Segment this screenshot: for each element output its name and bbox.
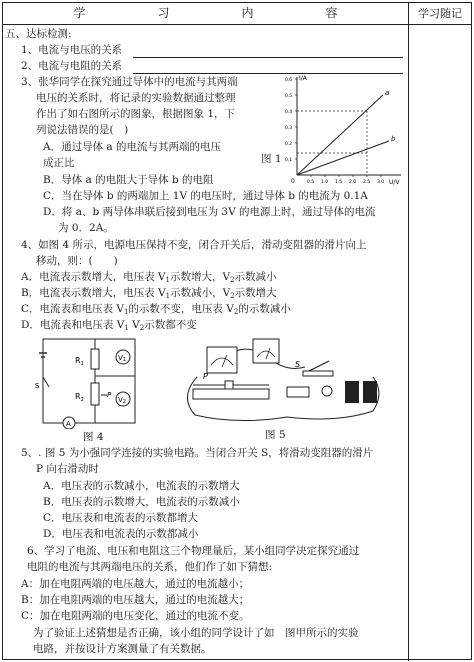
q4-line-2: 移动，则：( )	[36, 255, 118, 267]
q3-option-d-1: D．将 a、b 两导体串联后接到电压为 3V 的电源上时，通过导体的电流	[43, 206, 376, 218]
q5-line-2: P 向右滑动时	[36, 463, 99, 475]
q4-option-c: C．电流表和电压表 $V_1$的示数不变，电压表 $V_2$的示数减小	[21, 303, 291, 316]
header-title: 学 习 内 容	[73, 6, 368, 20]
x-tick-label: 3.0	[377, 180, 385, 185]
slider-p-label: P	[107, 391, 112, 399]
q6-line-1: 6、学习了电流、电压和电阻这三个物理量后，某小组同学决定探究通过	[27, 545, 360, 557]
q5-option-a: A．电压表的示数减小，电流表的示数增大	[43, 480, 240, 492]
x-tick-label: 2.0	[349, 180, 357, 185]
r1-resistor	[91, 349, 99, 369]
q3-option-a-2: 成正比	[43, 157, 75, 169]
q3-option-c: C．当在导体 b 的两端加上 1V 的电压时，通过导体 b 的电流为 0.1A	[43, 190, 368, 202]
figure-4-circuit	[35, 333, 143, 429]
q5-option-c: C．电压表和电流表的示数都增大	[43, 512, 199, 524]
x-tick-label: 2.5	[363, 180, 371, 185]
r2-slider-resistor	[91, 383, 99, 405]
q6-line-7: 电路，并按设计方案测量了有关数据。	[33, 643, 212, 655]
q6-hypothesis-c: C：加在电阻两端的电压变化，通过的电流不变。	[21, 610, 250, 622]
y-tick-label: 0.3	[285, 126, 293, 131]
q4-option-b: B．电流表示数增大，电压表 $V_1$示数减小，$V_2$示数增大	[21, 287, 277, 300]
line-a-label: a	[385, 89, 390, 97]
q1-answer-line	[133, 57, 403, 58]
resistor-block	[287, 387, 309, 397]
q4-option-a: A．电流表示数增大，电压表 $V_1$示数增大，$V_2$示数减小	[21, 271, 277, 284]
worksheet	[2, 2, 472, 660]
switch-s-label: S	[35, 382, 40, 390]
r1-label: $R_1$	[75, 356, 84, 367]
i-axis-label: I/A	[299, 75, 307, 82]
x-tick-label: 0.5	[307, 180, 315, 185]
rheostat-coil	[193, 389, 269, 399]
q5-option-b: B．电压表的示数增大，电流表的示数减小	[43, 496, 240, 508]
figure-1-graph	[285, 71, 405, 187]
x-tick-label: 1.0	[321, 180, 329, 185]
figure-1-caption: 图 1	[261, 153, 282, 165]
study-content	[3, 25, 408, 661]
q6-line-6: 为了验证上述猜想是否正确，该小组的同学设计了如 图甲所示的实验	[33, 627, 359, 639]
battery-2	[363, 381, 377, 403]
q6-hypothesis-b: B：加在电阻两端的电压越大，通过的电流越大；	[21, 594, 250, 606]
line-a	[297, 95, 383, 175]
y-tick-label: 0.5	[285, 94, 293, 99]
v2-label: V2	[118, 396, 126, 405]
rheostat-slider	[225, 381, 233, 389]
switch-base	[303, 371, 333, 376]
r2-label: $R_2$	[75, 392, 84, 403]
switch-s-label: S	[295, 360, 301, 369]
header-side-title: 学习随记	[408, 3, 471, 24]
figure-5-circuit	[177, 327, 387, 427]
figure-5-caption: 图 5	[265, 429, 286, 441]
q3-option-d-2: 为 0．2A。	[58, 222, 114, 234]
v1-label: V1	[118, 354, 126, 363]
y-ticks	[285, 77, 297, 163]
q5-option-d: D．电压表和电流表的示数都减小	[43, 528, 199, 540]
line-b	[297, 141, 389, 175]
q3-option-b: B．导体 a 的电阻大于导体 b 的电阻	[43, 174, 214, 186]
x-ticks	[307, 175, 384, 185]
ammeter-label: A	[66, 420, 71, 428]
q2-text: 2、电流与电阻的关系	[21, 60, 123, 72]
header-row	[3, 3, 471, 25]
q3-option-a-1: A．通过导体 a 的电流与其两端的电压	[43, 141, 222, 153]
y-tick-label: 0.1	[285, 158, 293, 163]
u-axis-label: U/V	[389, 179, 400, 186]
origin-label: 0	[291, 178, 295, 185]
battery-1	[345, 381, 359, 403]
y-tick-label: 0.2	[285, 142, 293, 147]
q5-line-1: 5、. 图 5 为小强同学连接的实验电路。当闭合开关 S，将滑动变阻器的滑片	[21, 447, 374, 459]
small-bulb	[322, 386, 332, 396]
line-b-label: b	[391, 135, 396, 143]
q1-text: 1、电流与电压的关系	[21, 44, 123, 56]
q3-line-3: 作出了如右图所示的图象，根据图象 1，下	[36, 108, 236, 120]
y-tick-label: 0.4	[285, 110, 293, 115]
section-title: 五、达标检测:	[5, 28, 72, 40]
q6-line-2: 电阻的电流与其两端电压的关系，他们作了如下猜想:	[27, 561, 273, 573]
x-tick-label: 1.5	[335, 180, 343, 185]
q6-hypothesis-a: A：加在电阻两端的电压越大，通过的电流越小；	[21, 578, 250, 590]
q4-line-1: 4、如图 4 所示，电源电压保持不变，闭合开关后，滑动变阻器的滑片向上	[21, 239, 367, 251]
y-tick-label: 0.6	[285, 78, 293, 83]
rheostat-p-label: P	[203, 372, 208, 381]
q4-option-d: D．电流表和电压表 $V_1$ $V_2$示数都不变	[21, 319, 197, 332]
q3-line-1: 3、张华同学在探究通过导体中的电流与其两端	[21, 76, 238, 88]
q3-line-4: 列说法错误的是( )	[36, 124, 129, 136]
switch-blade	[43, 377, 49, 387]
q3-line-2: 电压的关系时，将记录的实验数据通过整理	[36, 92, 236, 104]
figure-4-caption: 图 4	[83, 431, 104, 443]
ammeter-box	[207, 347, 237, 373]
column-divider	[408, 25, 409, 661]
